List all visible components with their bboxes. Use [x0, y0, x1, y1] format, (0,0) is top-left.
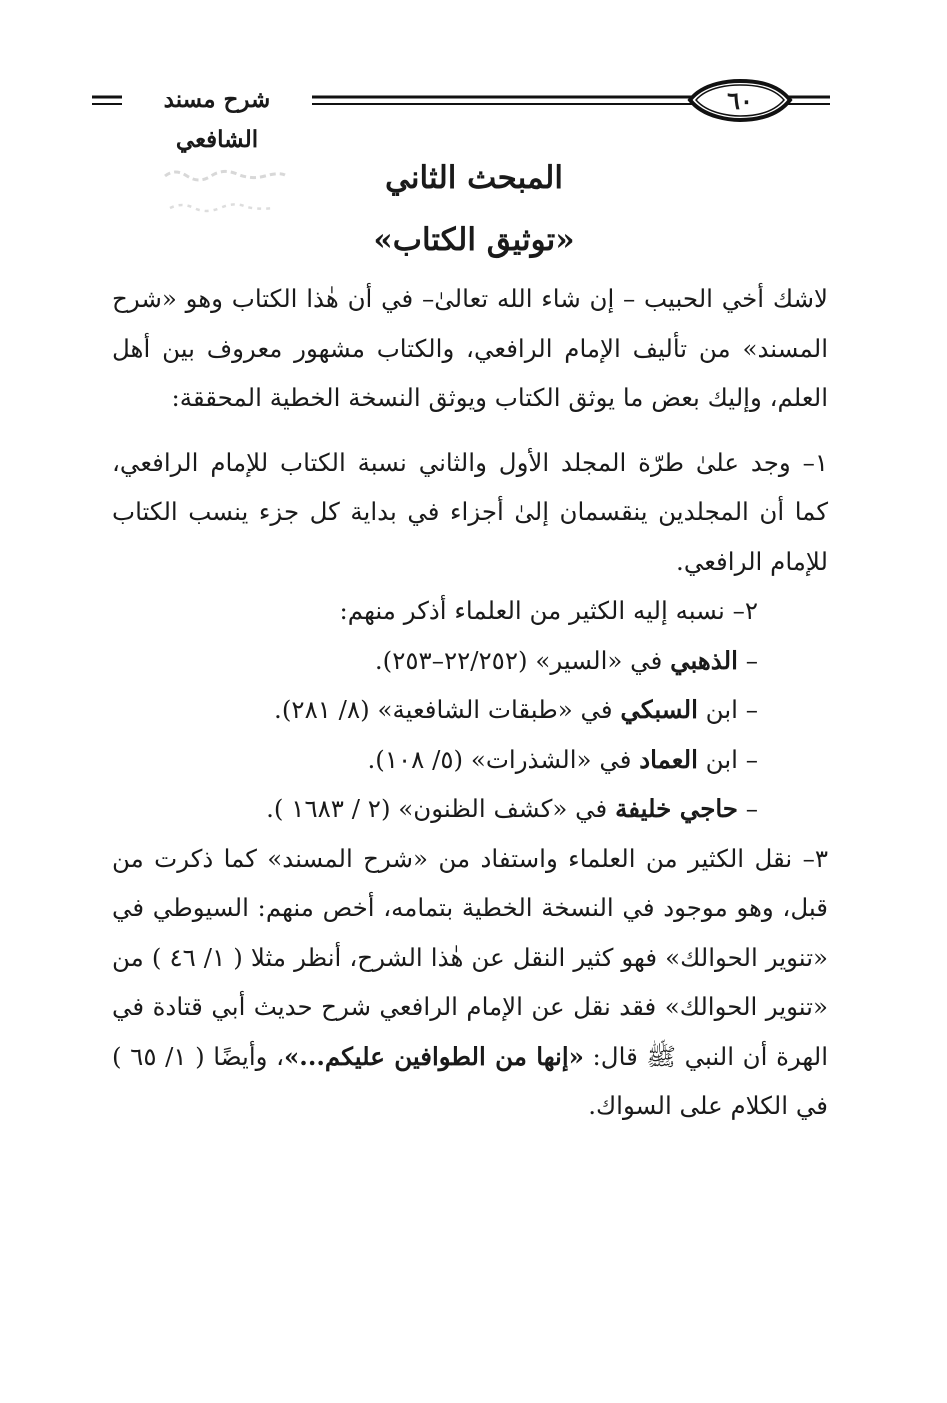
list-item-reference: في «طبقات الشافعية» (٨/ ٢٨١). — [274, 695, 621, 724]
scholar-name: العماد — [639, 744, 698, 774]
scholar-name: حاجي خليفة — [615, 794, 738, 823]
page-number: ٦٠ — [727, 86, 753, 115]
list-item-prefix: – ابن — [697, 744, 758, 774]
scholar-name: السبكي — [620, 695, 698, 724]
list-item — [112, 735, 828, 785]
hadith-quote: «إنها من الطوافين عليكم...» — [283, 1041, 584, 1071]
list-item-prefix: – ابن — [697, 695, 758, 724]
list-item — [112, 784, 828, 834]
list-item — [112, 636, 828, 686]
section-heading: المبحث الثاني — [385, 160, 563, 196]
intro-paragraph: لاشك أخي الحبيب – إن شاء الله تعالىٰ– في أن هٰذا الكتاب وهو «شرح المسند» من تأليف الإمام الرافعي، والكتاب مشهور معروف بين أهل العلم، وإليك بعض ما يوثق الكتاب ويوثق النسخة الخطية المحققة: — [112, 284, 828, 412]
book-title: شرح مسند الشافعي — [122, 80, 312, 120]
list-item-prefix: – — [737, 645, 758, 675]
point-3-text: ٣– نقل الكثير من العلماء واستفاد من «شرح المسند» كما ذكرت من قبل، وهو موجود في النسخة الخطية بتمامه، أخص منهم: السيوطي في «تنوير الحوالك» فهو كثير النقل عن هٰذا الشرح، أنظر مثلا ( ١/ ٤٦ ) من «تنوير الحوالك» فقد نقل عن الإمام الرافعي شرح حديث أبي قتادة في الهرة أن النبي ﷺ قال: — [112, 843, 829, 1071]
point-3-text-end: ، وأيضًا ( ١/ ٦٥ ) في الكلام على السواك. — [112, 1041, 828, 1120]
section-title: «توثيق الكتاب» — [373, 222, 575, 258]
scholar-name: الذهبي — [670, 645, 738, 675]
list-item — [112, 685, 828, 735]
list-item-prefix: – — [737, 794, 758, 823]
list-item-reference: في «الشذرات» (٥/ ١٠٨). — [367, 744, 640, 774]
point-2-paragraph: ٢– نسبه إليه الكثير من العلماء أذكر منهم: — [339, 596, 758, 625]
body-text — [112, 274, 828, 1131]
list-item-reference: في «كشف الظنون» (٢ / ١٦٨٣ ). — [266, 794, 616, 823]
running-header — [92, 78, 830, 153]
point-3-paragraph — [112, 834, 828, 1131]
list-item-reference: في «السير» (٢٢/٢٥٢–٢٥٣). — [374, 645, 671, 675]
point-1-paragraph: ١– وجد علىٰ طرّة المجلد الأول والثاني نسبة الكتاب للإمام الرافعي، كما أن المجلدين ينقسمان إلىٰ أجزاء في بداية كل جزء ينسب الكتاب للإمام الرافعي. — [112, 447, 828, 576]
